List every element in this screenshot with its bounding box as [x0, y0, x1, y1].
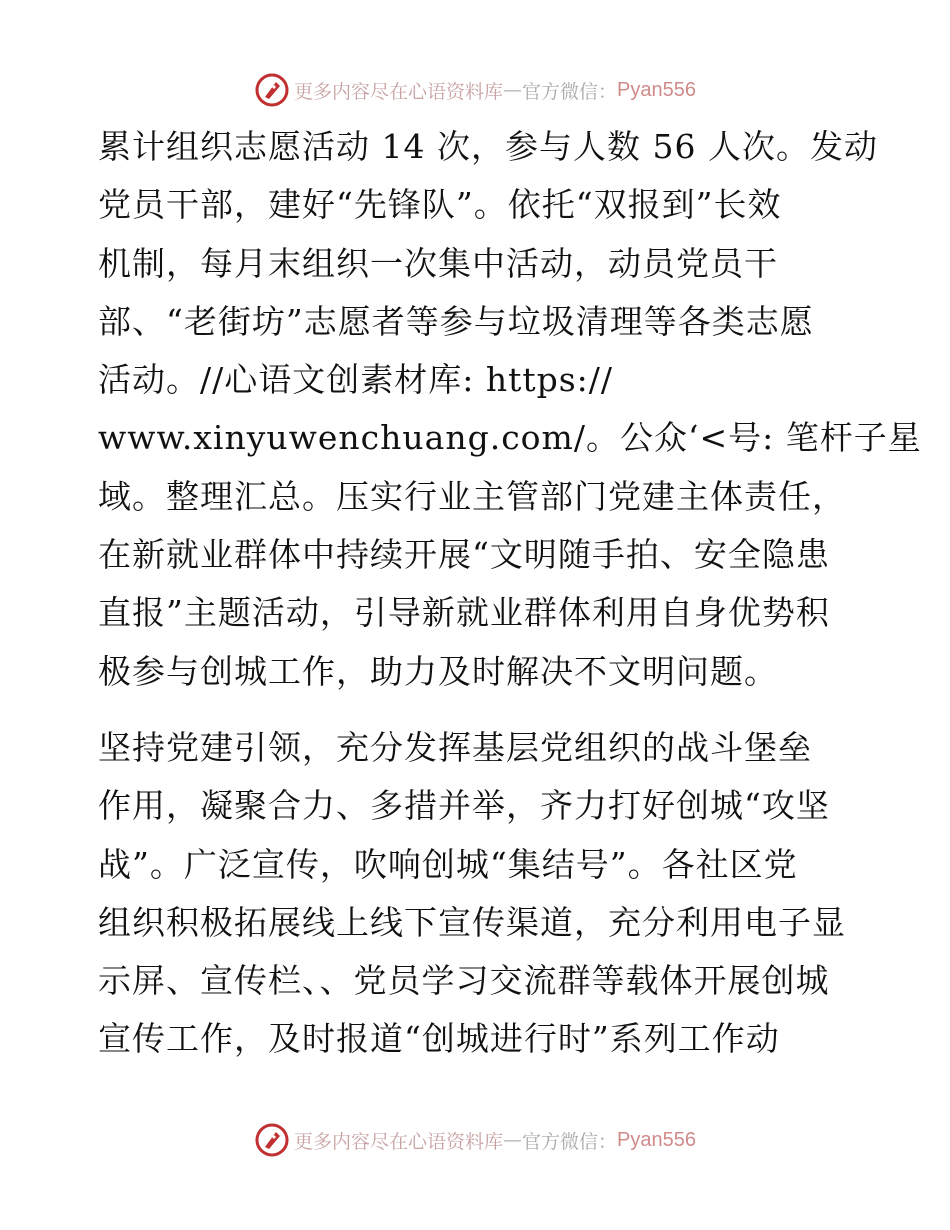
text-line: 直报”主题活动，引导新就业群体利用自身优势积 [98, 593, 830, 633]
header-banner [0, 70, 950, 110]
banner-official-label: 官方微信： [522, 1130, 618, 1153]
paragraph-gap [98, 701, 858, 719]
text-line: 宣传工作，及时报道“创城进行时”系列工作动 [98, 1019, 780, 1059]
text-line: 示屏、宣传栏、、党员学习交流群等载体开展创城 [98, 961, 830, 1001]
text-line: 活动。//心语文创素材库: https:// [98, 360, 614, 400]
text-line: 作用，凝聚合力、多措并举，齐力打好创城“攻坚 [98, 786, 830, 826]
text-line: www.xinyuwenchuang.com/。公众‘<号: 笔杆子星 [98, 418, 922, 458]
banner-wechat-handle: Pyan556 [617, 1128, 696, 1151]
footer-banner [0, 1120, 950, 1160]
text-line: 坚持党建引领，充分发挥基层党组织的战斗堡垒 [98, 727, 812, 767]
banner-official-label: 官方微信： [522, 80, 618, 103]
pen-nib-logo-icon [254, 72, 290, 108]
text-line: 组织积极拓展线上线下宣传渠道，充分利用电子显 [98, 902, 846, 942]
banner-wechat-handle: Pyan556 [617, 78, 696, 101]
text-line: 在新就业群体中持续开展“文明随手拍、安全隐患 [98, 535, 830, 575]
text-line: 战”。广泛宣传，吹响创城“集结号”。各社区党 [98, 844, 798, 884]
text-line: 累计组织志愿活动 14 次，参与人数 56 人次。发动 [98, 127, 878, 166]
paragraph-1 [98, 118, 922, 701]
banner-promo-text: 更多内容尽在心语资料库 [294, 1130, 504, 1153]
document-body [98, 118, 922, 1069]
banner-promo-text: 更多内容尽在心语资料库 [294, 80, 504, 103]
text-line: 部、“老街坊”志愿者等参与垃圾清理等各类志愿 [98, 301, 814, 341]
paragraph-2 [98, 719, 858, 1069]
pen-nib-logo-icon [254, 1122, 290, 1158]
banner-separator: — [503, 79, 523, 101]
text-line: 党员干部，建好“先锋队”。依托“双报到”长效 [98, 185, 782, 225]
text-line: 机制，每月末组织一次集中活动，动员党员干 [98, 243, 778, 283]
banner-separator: — [503, 1129, 523, 1151]
text-line: 极参与创城工作，助力及时解决不文明问题。 [98, 651, 778, 691]
text-line: 域。整理汇总。压实行业主管部门党建主体责任， [98, 476, 846, 516]
